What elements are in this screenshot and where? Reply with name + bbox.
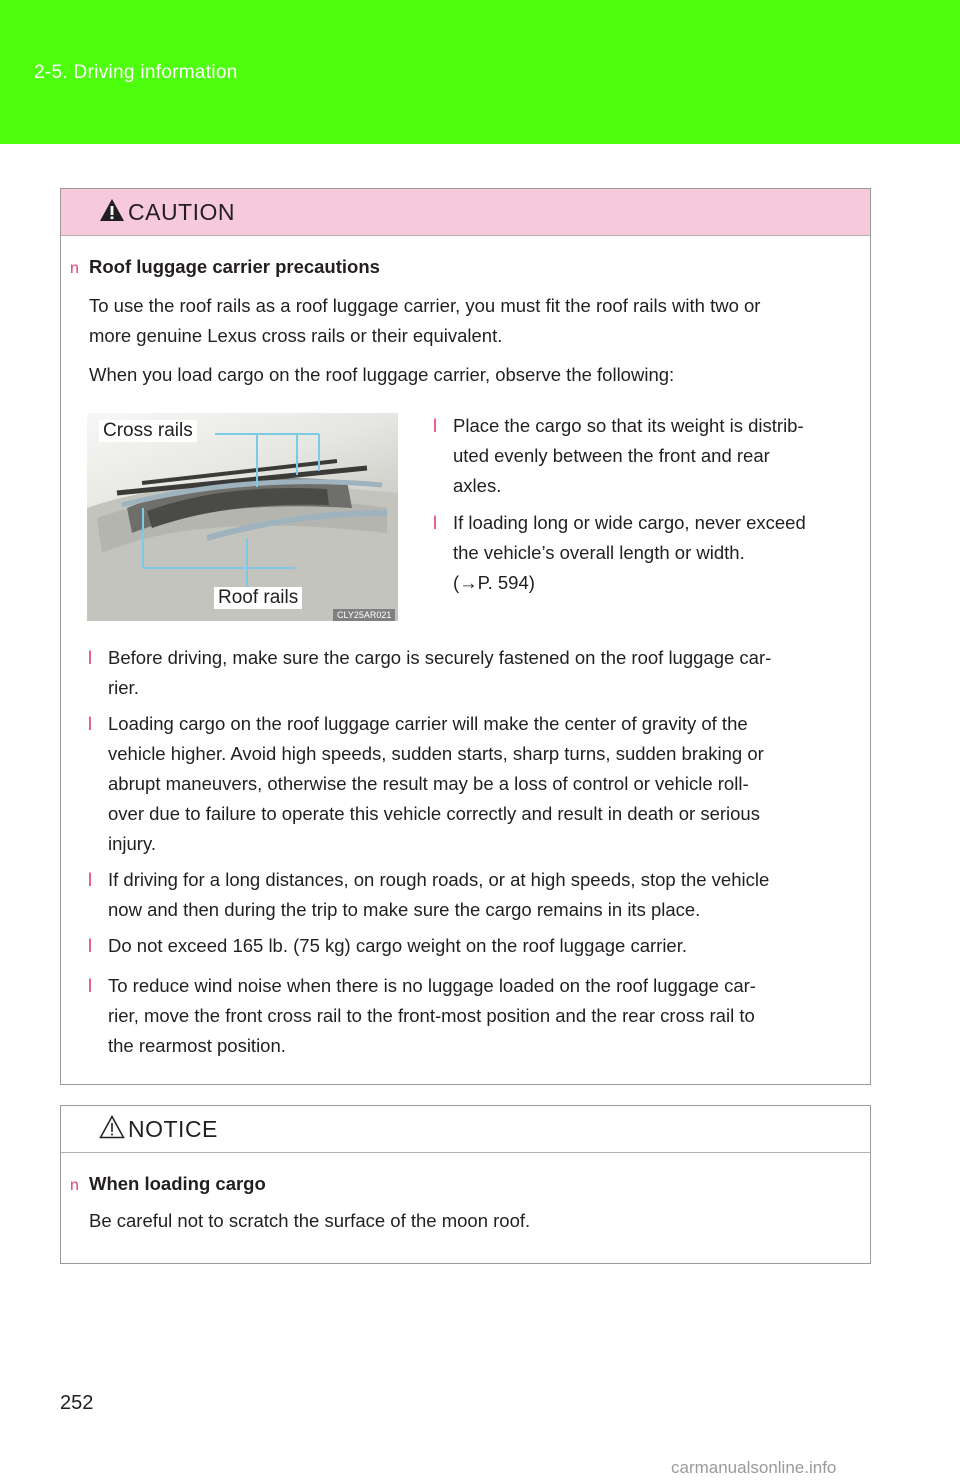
list-bullet-icon: l [88, 976, 92, 996]
list-bullet-icon: l [433, 513, 437, 533]
caution-item-5-line-1: To reduce wind noise when there is no luggage loaded on the roof luggage car- [108, 975, 756, 996]
caution-item-2-line-4: over due to failure to operate this vehicle correctly and result in death or serious [108, 803, 760, 824]
caution-heading: Roof luggage carrier precautions [89, 256, 380, 277]
caution-item-3 [88, 865, 770, 925]
notice-label: NOTICE [128, 1116, 218, 1142]
caution-intro-line-1: To use the roof rails as a roof luggage carrier, you must fit the roof rails with two or [89, 295, 761, 316]
caution-item-5-line-3: the rearmost position. [108, 1035, 286, 1056]
section-title: 2-5. Driving information [34, 62, 238, 83]
caution-item-2 [88, 709, 764, 859]
notice-triangle-icon [99, 1115, 125, 1139]
roof-rails-photo [87, 413, 398, 621]
side-item-1-line-1: Place the cargo so that its weight is distrib- [453, 415, 804, 436]
roof-rails-callout: Roof rails [214, 587, 302, 609]
caution-item-1-line-2: rier. [108, 677, 139, 698]
side-item-2-line-1: If loading long or wide cargo, never exceed [453, 512, 806, 533]
caution-item-3-line-2: now and then during the trip to make sure the cargo remains in its place. [108, 899, 701, 920]
side-item-2-line-2: the vehicle’s overall length or width. [453, 542, 745, 563]
list-bullet-icon: l [433, 416, 437, 436]
warning-triangle-icon [99, 198, 125, 222]
cross-rails-callout: Cross rails [99, 420, 197, 442]
section-bullet-icon: n [70, 260, 79, 277]
notice-heading: When loading cargo [89, 1173, 266, 1194]
caution-item-2-line-1: Loading cargo on the roof luggage carrier will make the center of gravity of the [108, 713, 748, 734]
list-bullet-icon: l [88, 648, 92, 668]
caution-item-4 [88, 931, 687, 961]
caution-item-5 [88, 971, 756, 1061]
page-number: 252 [60, 1392, 94, 1414]
caution-item-2-line-3: abrupt maneuvers, otherwise the result may be a loss of control or vehicle roll- [108, 773, 749, 794]
side-item-2 [433, 508, 806, 598]
caution-observe: When you load cargo on the roof luggage carrier, observe the following: [89, 364, 675, 385]
list-bullet-icon: l [88, 714, 92, 734]
caution-item-1 [88, 643, 772, 703]
side-item-1-line-2: uted evenly between the front and rear [453, 445, 770, 466]
list-bullet-icon: l [88, 936, 92, 956]
caution-item-2-line-2: vehicle higher. Avoid high speeds, sudden starts, sharp turns, sudden braking or [108, 743, 764, 764]
side-item-2-line-3: (→P. 594) [453, 572, 535, 593]
list-bullet-icon: l [88, 870, 92, 890]
section-bullet-icon: n [70, 1177, 79, 1194]
side-item-1 [433, 411, 804, 501]
side-item-1-line-3: axles. [453, 475, 502, 496]
caution-label: CAUTION [128, 199, 235, 225]
caution-header [61, 189, 870, 236]
figure-code: CLY25AR021 [333, 609, 395, 621]
notice-text: Be careful not to scratch the surface of the moon roof. [89, 1210, 531, 1231]
caution-item-4-line-1: Do not exceed 165 lb. (75 kg) cargo weight on the roof luggage carrier. [108, 935, 687, 956]
watermark: carmanualsonline.info [671, 1458, 837, 1477]
notice-header [61, 1106, 870, 1153]
caution-item-5-line-2: rier, move the front cross rail to the front-most position and the rear cross rail to [108, 1005, 755, 1026]
caution-intro-line-2: more genuine Lexus cross rails or their equivalent. [89, 325, 503, 346]
caution-item-1-line-1: Before driving, make sure the cargo is securely fastened on the roof luggage car- [108, 647, 772, 668]
caution-item-2-line-5: injury. [108, 833, 156, 854]
caution-item-3-line-1: If driving for a long distances, on rough roads, or at high speeds, stop the vehicle [108, 869, 770, 890]
